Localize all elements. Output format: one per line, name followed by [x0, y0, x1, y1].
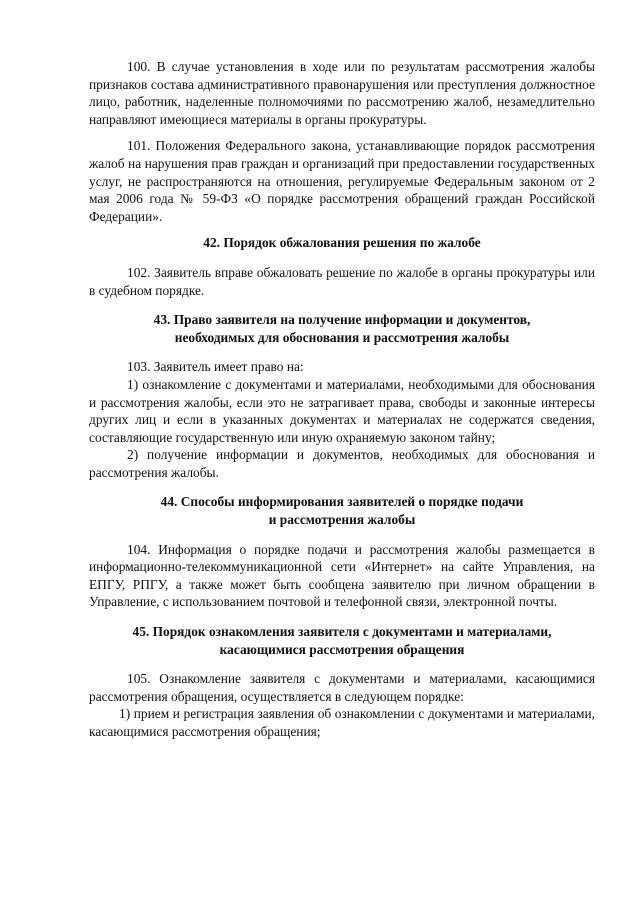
paragraph-105-item-1: 1) прием и регистрация заявления об ознакомлении с документами и материалами, касающимися рассмотрения обращения; [89, 706, 595, 739]
document-page [89, 58, 595, 741]
paragraph-100: 100. В случае установления в ходе или по результатам рассмотрения жалобы признаков состава административного правонарушения или преступления должностное лицо, работник, наделенные полномочиями по рассмотрению жалоб, незамедлительно направляют имеющиеся материалы в органы прокуратуры. [89, 59, 595, 127]
heading-43-line2: необходимых для обоснования и рассмотрения жалобы [174, 329, 510, 345]
paragraph-104: 104. Информация о порядке подачи и рассмотрения жалобы размещается в информационно-телекоммуникационной сети «Интернет» на сайте Управления, на ЕПГУ, РПГУ, а также может быть сообщена заявителю при личном обращении в Управление, с использованием почтовой и телефонной связи, электронной почты. [89, 541, 595, 610]
paragraph-102: 102. Заявитель вправе обжаловать решение по жалобе в органы прокуратуры или в судебном порядке. [89, 264, 595, 298]
heading-43-line1: 43. Право заявителя на получение информации и документов, [153, 312, 531, 328]
heading-44-line1: 44. Способы информирования заявителей о порядке подачи [160, 494, 524, 510]
paragraph-103: 103. Заявитель имеет право на: [127, 359, 304, 375]
heading-45-line1: 45. Порядок ознакомления заявителя с документами и материалами, [132, 624, 552, 640]
paragraph-105: 105. Ознакомление заявителя с документами и материалами, касающимися рассмотрения обращения, осуществляется в следующем порядке: [89, 671, 595, 704]
heading-43 [89, 311, 595, 346]
heading-45 [89, 623, 595, 658]
heading-42 [89, 234, 595, 252]
heading-44 [89, 493, 595, 528]
paragraph-103-item-1: 1) ознакомление с документами и материалами, необходимыми для обоснования и рассмотрения жалобы, если это не затрагивает права, свободы и законные интересы других лиц и если в указанных документах и материалах не содержатся сведения, составляющие государственную или иную охраняемую законом тайну; [89, 376, 595, 445]
heading-42-text: 42. Порядок обжалования решения по жалобе [203, 235, 481, 251]
heading-44-line2: и рассмотрения жалобы [268, 512, 416, 528]
paragraph-101: 101. Положения Федерального закона, устанавливающие порядок рассмотрения жалоб на нарушения прав граждан и организаций при предоставлении государственных услуг, не распространяются на отношения, регулируемые Федеральным законом от 2 мая 2006 года № 59-ФЗ «О порядке рассмотрения обращений граждан Российской Федерации». [89, 138, 595, 224]
heading-45-line2: касающимися рассмотрения обращения [219, 641, 465, 657]
paragraph-103-item-2: 2) получение информации и документов, необходимых для обоснования и рассмотрения жалобы. [89, 447, 595, 480]
